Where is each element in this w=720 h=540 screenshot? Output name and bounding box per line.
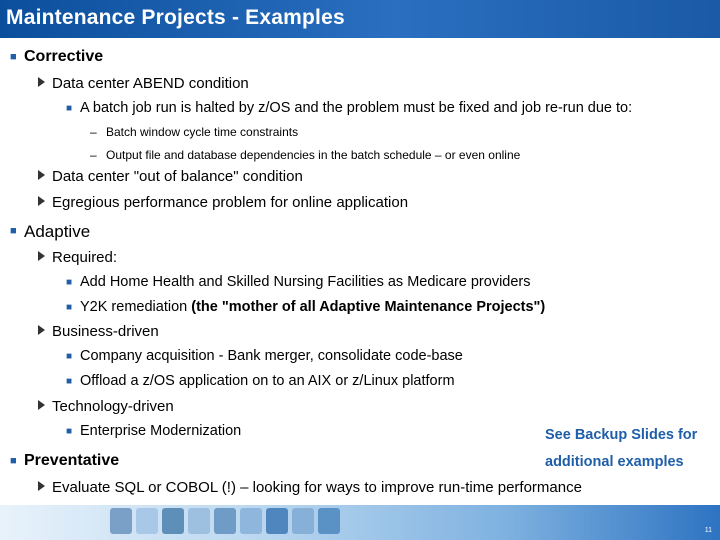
section-preventative (10, 452, 120, 470)
section-corrective (10, 48, 104, 66)
page-number: 11 (704, 527, 712, 534)
square-bullet-icon: ■ (66, 376, 73, 387)
square-bullet-icon: ■ (10, 455, 17, 467)
footer-photo-icon (162, 508, 184, 534)
item-text-bold: (the "mother of all Adaptive Maintenance Projects") (191, 299, 546, 315)
list-item (52, 168, 303, 185)
footer-photo-icon (188, 508, 210, 534)
footer-photo-icon (214, 508, 236, 534)
list-item (66, 423, 242, 439)
section-label: Corrective (24, 48, 104, 65)
dash-bullet: – (90, 148, 97, 162)
arrow-bullet-icon (38, 170, 45, 180)
slide-title: Maintenance Projects - Examples (6, 6, 345, 29)
list-item (52, 479, 582, 496)
item-text: Egregious performance problem for online application (52, 194, 409, 211)
list-item (90, 125, 299, 139)
arrow-bullet-icon (38, 400, 45, 410)
item-text: Company acquisition - Bank merger, consolidate code-base (80, 348, 463, 364)
footer-band (0, 505, 720, 540)
square-bullet-icon: ■ (66, 302, 73, 313)
item-text: Add Home Health and Skilled Nursing Facilities as Medicare providers (80, 274, 531, 290)
item-text: Business-driven (52, 323, 159, 340)
list-item (52, 323, 159, 340)
arrow-bullet-icon (38, 196, 45, 206)
list-item (90, 148, 521, 162)
section-label: Adaptive (24, 222, 91, 241)
backup-slides-callout: See Backup Slides for (545, 427, 698, 443)
item-text: Y2K remediation (80, 299, 188, 315)
square-bullet-icon: ■ (66, 426, 73, 437)
list-item (52, 249, 117, 266)
item-text: A batch job run is halted by z/OS and the problem must be fixed and job re-run due to: (80, 100, 633, 116)
footer-photo-icon (266, 508, 288, 534)
square-bullet-icon: ■ (66, 103, 73, 114)
item-text: Offload a z/OS application on to an AIX or z/Linux platform (80, 373, 455, 389)
arrow-bullet-icon (38, 325, 45, 335)
item-text: Output file and database dependencies in the batch schedule – or even online (106, 148, 521, 162)
backup-slides-callout-line2: additional examples (545, 454, 684, 470)
arrow-bullet-icon (38, 77, 45, 87)
item-text: Required: (52, 249, 118, 266)
list-item (66, 373, 455, 389)
list-item (66, 274, 531, 290)
item-text: Data center ABEND condition (52, 75, 249, 92)
item-text: Evaluate SQL or COBOL (!) – looking for ways to improve run-time performance (52, 479, 582, 496)
square-bullet-icon: ■ (66, 351, 73, 362)
footer-photo-icon (318, 508, 340, 534)
footer-image-strip (110, 508, 340, 534)
square-bullet-icon: ■ (10, 225, 17, 237)
section-label: Preventative (24, 452, 120, 469)
square-bullet-icon: ■ (10, 51, 17, 63)
arrow-bullet-icon (38, 251, 45, 261)
square-bullet-icon: ■ (66, 277, 73, 288)
list-item (66, 348, 463, 364)
dash-bullet: – (90, 125, 97, 139)
section-adaptive (10, 222, 91, 242)
item-text: Enterprise Modernization (80, 423, 242, 439)
item-text: Technology-driven (52, 398, 174, 415)
footer-photo-icon (240, 508, 262, 534)
footer-photo-icon (292, 508, 314, 534)
arrow-bullet-icon (38, 481, 45, 491)
list-item (66, 299, 546, 315)
item-text: Batch window cycle time constraints (106, 125, 299, 139)
footer-photo-icon (136, 508, 158, 534)
list-item (52, 194, 408, 211)
footer-photo-icon (110, 508, 132, 534)
list-item (66, 100, 633, 116)
list-item (52, 398, 174, 415)
list-item (52, 75, 249, 92)
item-text: Data center "out of balance" condition (52, 168, 303, 185)
